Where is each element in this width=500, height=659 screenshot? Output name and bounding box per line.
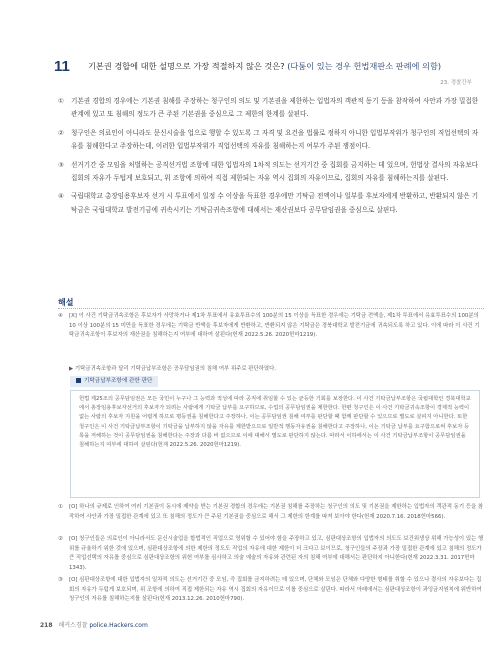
question-condition: (다툼이 있는 경우 헌법재판소 판례에 의함) <box>287 61 442 71</box>
solution-item-1 <box>58 503 484 522</box>
solution-divider <box>58 308 484 309</box>
solution-marker: ③ <box>58 577 63 583</box>
box-label-text: 기탁금납부조항에 관한 판단 <box>84 378 153 384</box>
solution-item-4 <box>58 312 484 341</box>
solution-marker: ④ <box>58 313 63 319</box>
question-main: 기본권 경합에 대한 설명으로 가장 적절하지 않은 것은? <box>88 61 285 71</box>
option-text: 국립대학교 총장임용후보자 선거 시 투표에서 일정 수 이상을 득표한 경우에만 기탁금 전액이나 일부를 후보자에게 반환하고, 반환되지 않은 기탁금은 국립대학교 발전기금에 귀속시키는 기탁금귀속조항에 대해서는 재산권보다 공무담임권을 중심으로 살핀다. <box>71 192 479 214</box>
solution-text: [O] 하나의 규제로 인하여 여러 기본권이 동시에 제약을 받는 기본권 경합의 경우에는 기본권 침해를 주장하는 청구인의 의도 및 기본권을 제한하는 입법자의 객관적 동기 등을 참작하여 사안과 가장 밀접한 관계에 있고 또 침해의 정도가 큰 주된 기본권을 중심으로 해서 그 제한의 한계를 따져 보아야 한다(헌재 2020.7.16. 2018헌마566). <box>69 504 484 520</box>
supplement-box <box>70 390 480 498</box>
option-marker: ② <box>58 128 64 137</box>
option-text: 기본권 경합의 경우에는 기본권 침해를 주장하는 청구인의 의도 및 기본권을 제한하는 입법자의 객관적 동기 등을 참작하여 사안과 가장 밀접한 관계에 있고 또 침해의 정도가 큰 주된 기본권을 중심으로 그 제한의 한계를 살핀다. <box>71 97 479 119</box>
page-number: 218 <box>40 622 53 629</box>
option-3[interactable] <box>58 159 484 186</box>
footer-brand: 해커스경찰 <box>58 622 88 629</box>
question-text <box>88 60 441 73</box>
option-marker: ③ <box>58 160 64 169</box>
option-text: 청구인은 의료인이 아니라도 문신시술을 업으로 행할 수 있도록 그 자격 및 요건을 법률로 정하지 아니한 입법부작위가 청구인의 직업선택의 자유를 침해한다고 주장하는데, 이러한 입법부작위가 직업선택의 자유를 침해하는지 여부가 주된 쟁점이다. <box>71 128 479 151</box>
box-label <box>70 376 158 387</box>
question-source: 23. 경찰간부 <box>440 80 472 86</box>
question-number: 11 <box>54 58 70 75</box>
solution-title: 해설 <box>58 298 74 307</box>
solution-marker: ② <box>58 536 63 542</box>
question-header <box>54 60 474 74</box>
solution-text: [O] 청구인들은 의료인이 아니라서도 문신시술업을 합법적인 직업으로 영위할 수 있어야 함을 주장하고 있고, 심판대상조항의 입법자의 의도도 보건위생상 위해 가능성이 있는 행위를 규율하기 위한 것에 있으며, 심판대상조항에 의한 제한의 정도도 직업의 자유에 대한 제한이 더 크다고 보이므로, 청구인들의 주장과 가장 밀접한 관계에 있고 침해의 정도가 큰 직업선택의 자유를 중심으로 심판대상조항의 위헌 여부를 심사하고 의술 예술의 자유와 관련된 자의 침해 여부에 대해서는 판단하지 아니한다(헌재 2022.3.31. 2017헌마1343). <box>69 536 484 571</box>
solution-note: ▶ 기탁금귀속조항과 달리 기탁금납부조항은 공무담임권의 침해 여부 위주로 판단하였다. <box>69 366 277 372</box>
option-2[interactable] <box>58 127 484 154</box>
solution-item-2 <box>58 535 484 573</box>
options-list <box>58 95 484 222</box>
option-4[interactable] <box>58 190 484 217</box>
solution-item-3 <box>58 576 484 605</box>
option-1[interactable] <box>58 95 484 122</box>
footer-site: police.Hackers.com <box>89 622 148 629</box>
box-bullet-icon <box>76 378 81 383</box>
page-footer <box>40 620 148 629</box>
option-marker: ① <box>58 97 64 105</box>
option-text: 선거기간 중 모임을 처벌하는 공직선거법 조항에 대한 입법자의 1차적 의도는 선거기간 중 집회를 금지하는 데 있으며, 헌법상 결사의 자유보다 집회의 자유가 두텁게 보호되고, 위 조항에 의하여 직접 제한되는 자유 역시 집회의 자유이므로, 집회의 자유를 침해하는지를 살핀다. <box>71 160 479 183</box>
solution-text: [X] 이 사건 기탁금귀속조항은 후보자가 사망하거나 제1차 투표에서 유효투표수의 100분의 15 이상을 득표한 경우에는 기탁금 전액을, 제1차 투표에서 유효투표수의 100분의 10 이상 100분의 15 미만을 득표한 경우에는 기탁금 반액을 후보자에게 반환하고, 반환되지 않은 기탁금은 경북대학교 발전기금에 귀속되도록 하고 있다. 이에 따라 이 사건 기탁금귀속조항이 후보자의 재산권을 침해하는지 여부에 대하여 살핀다(헌재 2022.5.26. 2020헌마1219). <box>69 313 480 339</box>
option-marker: ④ <box>58 192 64 201</box>
box-text: 헌법 제25조의 공무담임권은 모든 국민이 누구나 그 능력과 적성에 따라 공직에 취임할 수 있는 균등한 기회를 보장한다. 이 사건 기탁금납부조항은 국립대학인 경북대학교에서 총장임용후보자선거의 후보자가 되려는 사람에게 기탁금 납부를 요구하므로, 수업의 공무담임권을 제한한다. 한편 청구인은 이 사건 기탁금귀속조항이 경제적 능력이 없는 사람의 후보자 지원을 어렵게 하므로 평등권을 침해한다고 주장하나, 이는 공무담임권 침해 여부를 판단할 때 함께 판단할 수 있으므로 별도로 살피지 아니한다. 또한 청구인은 이 사건 기탁금납부조항이 기탁금을 납부하지 않을 자유를 제한받으므로 일반적 행동자유권을 침해한다고 주장하나, 이는 기탁금 납부를 요구함으로써 후보자 등록을 저해하는 것이 공무담임권을 침해한다는 주장과 다름 바 없으므로 이에 대해서 별도로 판단하지 않는다. 따라서 이하에서는 이 사건 기탁금납부조항이 공무담임권을 침해하는지 여부에 대하여 살핀다(헌재 2022.5.26. 2020헌마1219). <box>79 396 471 449</box>
solution-text: [O] 심판대상조항에 대한 입법자의 일차적 의도는 선거기간 중 모임, 즉 집회를 금지하려는 데 있으며, 단체와 모임은 단체와 다양한 형태를 취할 수 있으나 결사의 자유보다는 집회의 자유가 두텁게 보호되며, 위 조항에 의하여 직접 제한되는 자유 역시 집회의 자유이므로 이를 중심으로 살핀다. 따라서 아래에서는 심판대상조항이 과잉금지원칙에 위반하여 청구인의 자유를 침해하는지를 살핀다(헌재 2013.12.26. 2010헌마790). <box>69 577 482 603</box>
solution-marker: ① <box>58 504 63 510</box>
